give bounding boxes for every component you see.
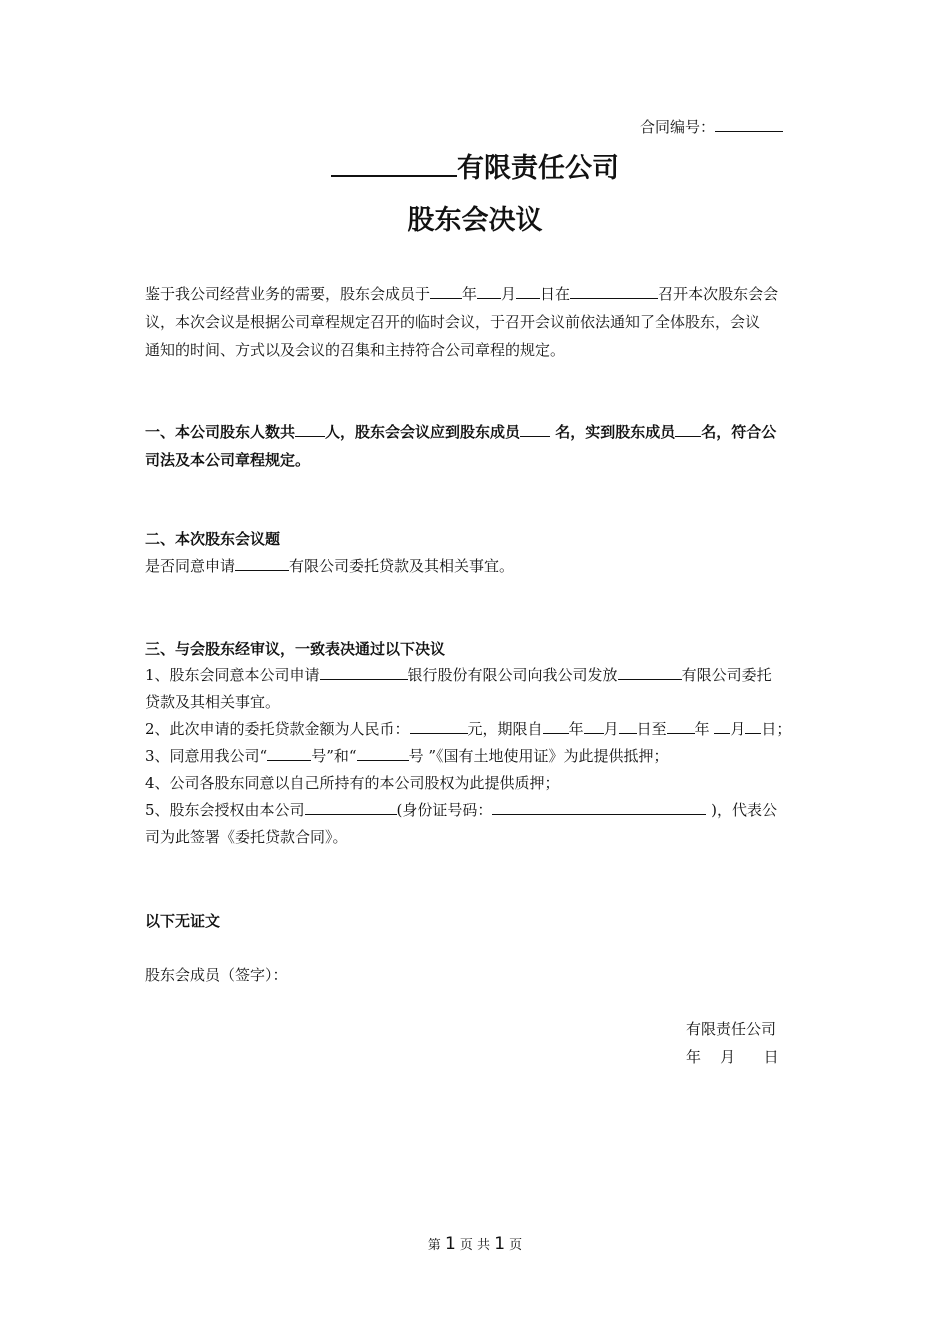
blank [745, 719, 761, 734]
intro-day: 日在 [540, 285, 571, 303]
item1-text: 银行股份有限公司向我公司发放 [407, 666, 618, 684]
resolution-item-3 [145, 745, 669, 766]
blank [410, 719, 468, 734]
resolution-item-5 [145, 799, 777, 820]
section1-line-1 [145, 421, 776, 442]
blank [675, 422, 701, 437]
contract-number-label: 合同编号： [640, 118, 716, 136]
item5-text: 5、股东会授权由本公司 [145, 801, 305, 819]
footer-text: 页 [509, 1238, 523, 1253]
blank [520, 422, 550, 437]
intro-line-3: 通知的时间、方式以及会议的召集和主持符合公司章程的规定。 [145, 341, 566, 359]
item2-text: 年 [694, 720, 715, 738]
blank [667, 719, 695, 734]
item1-text: 1、股东会同意本公司申请 [145, 666, 320, 684]
section3-heading: 三、与会股东经审议，一致表决通过以下决议 [145, 640, 446, 658]
blank [477, 284, 501, 299]
item2-text: 日； [761, 720, 792, 738]
section1-line-2: 司法及本公司章程规定。 [145, 451, 311, 469]
contract-number [640, 116, 783, 137]
document-title: 股东会决议 [407, 205, 543, 236]
page-footer [0, 1234, 950, 1254]
intro-line-2: 议，本次会议是根据公司章程规定召开的临时会议，于召开会议前依法通知了全体股东，会议 [145, 313, 761, 331]
item3-text: 号 ”《国有土地使用证》为此提供抵押； [408, 747, 669, 765]
section2-heading: 二、本次股东会议题 [145, 530, 281, 548]
intro-line-1 [145, 283, 778, 304]
company-suffix: 有限责任公司 [457, 153, 619, 184]
item1-text: 有限公司委托 [681, 666, 772, 684]
item2-text: 元，期限自 [467, 720, 543, 738]
intro-text: 召开本次股东会会 [658, 285, 779, 303]
contract-number-blank [715, 117, 783, 132]
company-title [0, 146, 950, 185]
blank [584, 719, 604, 734]
page-total: 1 [494, 1234, 506, 1254]
item2-text: 月 [603, 720, 619, 738]
footer-text: 页 共 [459, 1238, 491, 1253]
blank [305, 800, 397, 815]
item2-text: 2、此次申请的委托贷款金额为人民币： [145, 720, 410, 738]
blank [714, 719, 730, 734]
section2-content [145, 555, 514, 576]
id-number-blank [492, 800, 706, 815]
company-signature: 有限责任公司 [686, 1020, 777, 1038]
intro-month: 月 [501, 285, 517, 303]
section2-text: 有限公司委托贷款及其相关事宜。 [289, 557, 515, 575]
item5-text: (身份证号码： [396, 801, 493, 819]
intro-text: 鉴于我公司经营业务的需要，股东会成员于 [145, 285, 431, 303]
item2-text: 月 [730, 720, 746, 738]
resolution-item-1 [145, 664, 772, 685]
blank [516, 284, 540, 299]
blank [357, 746, 409, 761]
item2-text: 年 [568, 720, 584, 738]
item3-text: 3、同意用我公司“ [145, 747, 268, 765]
item3-text: 号”和“ [311, 747, 357, 765]
section2-text: 是否同意申请 [145, 557, 236, 575]
blank [320, 665, 408, 680]
intro-year: 年 [462, 285, 478, 303]
section1-text: 一、本公司股东人数共 [145, 423, 296, 441]
item5-text: )，代表公 [706, 801, 778, 819]
item2-text: 日至 [636, 720, 667, 738]
section1-text: 名，符合公 [701, 423, 777, 441]
resolution-item-2 [145, 718, 791, 739]
blank [543, 719, 569, 734]
section1-text: 名，实到股东成员 [550, 423, 676, 441]
blank [618, 665, 682, 680]
blank [430, 284, 462, 299]
company-name-blank [331, 149, 457, 177]
blank [570, 284, 658, 299]
resolution-item-1-line-2: 贷款及其相关事宜。 [145, 693, 281, 711]
resolution-item-5-line-2: 司为此签署《委托贷款合同》。 [145, 828, 348, 846]
signature-date: 年 月 日 [686, 1048, 779, 1066]
blank [235, 556, 289, 571]
signature-label: 股东会成员（签字）： [145, 966, 288, 984]
no-more-text: 以下无证文 [145, 912, 221, 930]
blank [295, 422, 325, 437]
section1-text: 人，股东会会议应到股东成员 [325, 423, 521, 441]
resolution-item-4: 4、公司各股东同意以自己所持有的本公司股权为此提供质押； [145, 774, 560, 792]
page-number: 1 [444, 1234, 456, 1254]
blank [267, 746, 311, 761]
blank [619, 719, 637, 734]
footer-text: 第 [427, 1238, 441, 1253]
